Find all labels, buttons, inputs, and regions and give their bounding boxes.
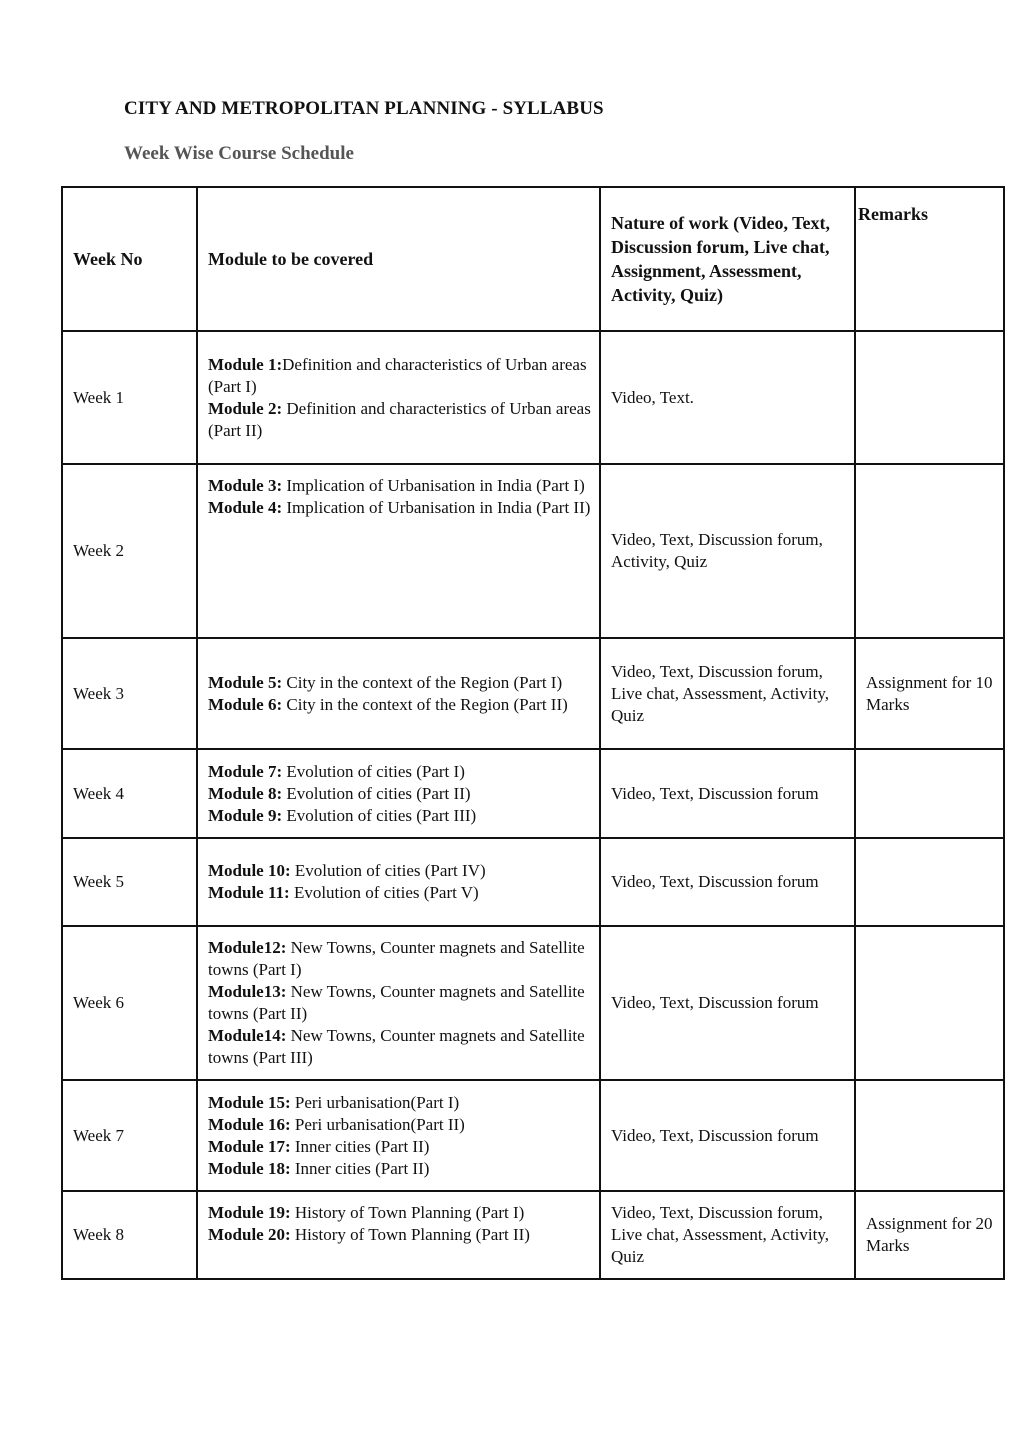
module-entry: [208, 1136, 599, 1158]
header-module: Module to be covered: [197, 187, 600, 331]
nature-cell: Video, Text, Discussion forum, Live chat, Assessment, Activity, Quiz: [600, 638, 855, 749]
table-row: [62, 331, 1004, 464]
module-cell: [197, 464, 600, 638]
module-key: Module13:: [208, 982, 287, 1001]
remarks-cell: [855, 926, 1004, 1080]
table-row: [62, 926, 1004, 1080]
remarks-cell: Assignment for 10 Marks: [855, 638, 1004, 749]
module-entry: [208, 694, 599, 716]
course-schedule-table: [61, 186, 1005, 1280]
table-row: [62, 1080, 1004, 1191]
document-subtitle: Week Wise Course Schedule: [124, 143, 354, 164]
week-cell: Week 5: [62, 838, 197, 926]
module-cell: [197, 331, 600, 464]
module-key: Module 18:: [208, 1158, 291, 1178]
remarks-cell: [855, 464, 1004, 638]
module-text: History of Town Planning (Part II): [290, 1225, 530, 1244]
remarks-cell: [855, 749, 1004, 838]
module-text: Evolution of cities (Part IV): [290, 861, 486, 880]
module-key: Module 3:: [208, 476, 283, 495]
module-entry: [208, 1224, 599, 1246]
header-remarks: Remarks: [855, 187, 1004, 331]
week-cell: Week 6: [62, 926, 197, 1080]
module-entry: [208, 761, 599, 783]
nature-cell: Video, Text, Discussion forum: [600, 926, 855, 1080]
module-key: Module 7:: [208, 761, 283, 781]
week-cell: Week 2: [62, 464, 197, 638]
module-key: Module 5:: [208, 672, 283, 692]
module-text: Implication of Urbanisation in India (Part I): [282, 476, 585, 495]
module-cell: [197, 749, 600, 838]
remarks-cell: Assignment for 20 Marks: [855, 1191, 1004, 1279]
week-cell: Week 4: [62, 749, 197, 838]
module-text: Inner cities (Part II): [290, 1136, 430, 1156]
module-text: Evolution of cities (Part V): [289, 883, 479, 902]
header-nature-of-work: Nature of work (Video, Text, Discussion forum, Live chat, Assignment, Assessment, Activity, Quiz): [600, 187, 855, 331]
module-entry: [208, 475, 599, 497]
module-key: Module 19:: [208, 1203, 291, 1222]
module-entry: [208, 937, 599, 981]
nature-cell: Video, Text, Discussion forum: [600, 1080, 855, 1191]
table-row: [62, 838, 1004, 926]
module-entry: [208, 1092, 599, 1114]
module-entry: [208, 1158, 599, 1180]
module-key: Module 1:: [208, 354, 283, 374]
module-entry: [208, 398, 599, 442]
week-cell: Week 7: [62, 1080, 197, 1191]
module-cell: [197, 926, 600, 1080]
module-entry: [208, 981, 599, 1025]
module-entry: [208, 882, 599, 904]
module-entry: [208, 805, 599, 827]
module-entry: [208, 860, 599, 882]
module-entry: [208, 672, 599, 694]
module-text: History of Town Planning (Part I): [290, 1203, 525, 1222]
module-text: Evolution of cities (Part III): [282, 805, 477, 825]
module-key: Module12:: [208, 938, 287, 957]
module-key: Module 9:: [208, 805, 283, 825]
module-key: Module 6:: [208, 694, 283, 714]
module-text: City in the context of the Region (Part II): [282, 694, 568, 714]
module-entry: [208, 1202, 599, 1224]
module-key: Module 8:: [208, 783, 283, 803]
module-text: Evolution of cities (Part I): [282, 761, 465, 781]
nature-cell: Video, Text, Discussion forum, Activity, Quiz: [600, 464, 855, 638]
remarks-cell: [855, 331, 1004, 464]
module-key: Module 11:: [208, 883, 290, 902]
table-row: [62, 749, 1004, 838]
module-entry: [208, 497, 599, 519]
remarks-cell: [855, 1080, 1004, 1191]
module-entry: [208, 1025, 599, 1069]
module-entry: [208, 1114, 599, 1136]
module-text: Evolution of cities (Part II): [282, 783, 471, 803]
nature-cell: Video, Text, Discussion forum: [600, 838, 855, 926]
header-week-no: Week No: [62, 187, 197, 331]
week-cell: Week 1: [62, 331, 197, 464]
module-text: City in the context of the Region (Part I): [282, 672, 563, 692]
module-key: Module 20:: [208, 1225, 291, 1244]
module-entry: [208, 783, 599, 805]
module-cell: [197, 638, 600, 749]
table-row: [62, 638, 1004, 749]
module-text: Definition and characteristics of Urban areas (Part II): [208, 398, 591, 440]
week-cell: Week 3: [62, 638, 197, 749]
module-key: Module 4:: [208, 498, 283, 517]
module-entry: [208, 354, 599, 398]
module-text: Inner cities (Part II): [290, 1158, 430, 1178]
module-cell: [197, 838, 600, 926]
module-cell: [197, 1080, 600, 1191]
module-text: Peri urbanisation(Part I): [290, 1092, 460, 1112]
module-text: Peri urbanisation(Part II): [290, 1114, 465, 1134]
module-key: Module 2:: [208, 398, 283, 418]
module-key: Module 16:: [208, 1114, 291, 1134]
nature-cell: Video, Text, Discussion forum: [600, 749, 855, 838]
table-header-row: [62, 187, 1004, 331]
module-text: New Towns, Counter magnets and Satellite towns (Part II): [208, 982, 585, 1023]
week-cell: Week 8: [62, 1191, 197, 1279]
module-text: New Towns, Counter magnets and Satellite towns (Part III): [208, 1026, 585, 1067]
module-key: Module 15:: [208, 1092, 291, 1112]
module-text: Definition and characteristics of Urban areas (Part I): [208, 354, 587, 396]
nature-cell: Video, Text.: [600, 331, 855, 464]
table-row: [62, 464, 1004, 638]
remarks-cell: [855, 838, 1004, 926]
document-title: CITY AND METROPOLITAN PLANNING - SYLLABUS: [124, 98, 604, 119]
module-key: Module 17:: [208, 1136, 291, 1156]
module-text: New Towns, Counter magnets and Satellite towns (Part I): [208, 938, 585, 979]
nature-cell: Video, Text, Discussion forum, Live chat, Assessment, Activity, Quiz: [600, 1191, 855, 1279]
module-cell: [197, 1191, 600, 1279]
module-key: Module14:: [208, 1026, 287, 1045]
table-row: [62, 1191, 1004, 1279]
module-text: Implication of Urbanisation in India (Part II): [282, 498, 591, 517]
module-key: Module 10:: [208, 861, 291, 880]
